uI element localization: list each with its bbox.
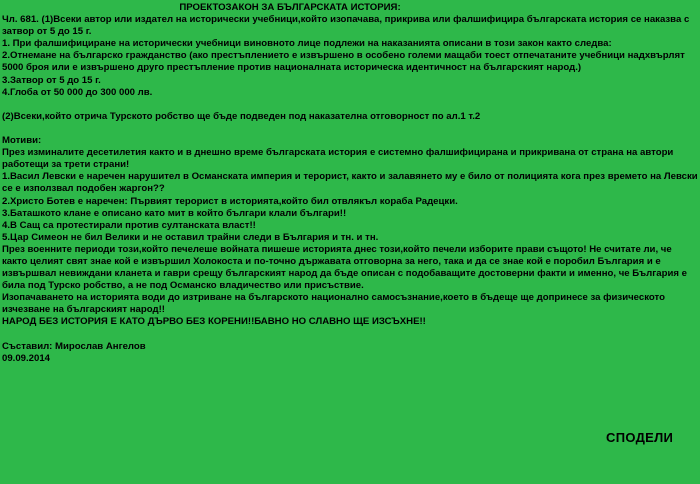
article-text: Чл. 681. (1)Всеки автор или издател на исторически учебници,който изопачава, прикрива или фалшифицира българската история се наказва с затвор от 5 до 15 г. [2, 14, 690, 38]
point-4: 4.Глоба от 50 000 до 300 000 лв. [2, 86, 153, 98]
date: 09.09.2014 [2, 352, 51, 364]
point-3: 3.Затвор от 5 до 15 г. [2, 74, 101, 86]
paragraph-2: (2)Всеки,който отрича Турското робство ще бъде подведен под наказателна отговорност по ал.1 т.2 [2, 110, 481, 122]
motives-body: През военните периоди този,който печелеше войната пишеше историята днес този,който печели изборите прави същото! Не считате ли, че както целият свят знае кой е извършил Холокоста и по-точно държавата отговорна за него, така и да се знае кой е поробил България и е извършвал невиждани кланета и гаври срещу българският народ да бъде описан с подобаващите достоверни факти и именно, че България е била под Турско робство, а не под Османско владичество или присъствие. [2, 243, 687, 292]
spacer [2, 329, 698, 341]
document-title: ПРОЕКТОЗАКОН ЗА БЪЛГАРСКАТА ИСТОРИЯ: [179, 2, 401, 13]
motives-title: Мотиви: [2, 135, 42, 147]
document [2, 2, 698, 365]
motive-4: 4.В Сащ са протестирали против султанската власт!! [2, 219, 256, 231]
motive-5: 5.Цар Симеон не бил Велики и не оставил трайни следи в България и тн. и тн. [2, 231, 379, 243]
spacer [2, 99, 698, 111]
point-2: 2.Отнемане на българско гражданство (ако престъплението е извършено в особено големи мащаби тоест отпечатаните учебници надхвърлят 5000 броя или е извършено друго престъпление против националната историческа идентичност на българският народ.) [2, 50, 685, 74]
slogan: НАРОД БЕЗ ИСТОРИЯ Е КАТО ДЪРВО БЕЗ КОРЕНИ!!БАВНО НО СЛАВНО ЩЕ ИЗСЪХНЕ!! [2, 316, 426, 328]
motives-outro: Изопачаването на историята води до изтриване на българското национално самосъзнание,което в бъдеще ще допринесе за физическото изчезване на българският народ!! [2, 292, 665, 316]
motives-intro: През изминалите десетилетия както и в днешно време българската история е системно фалшифицирана и прикривана от страна на автори работещи за трети страни! [2, 147, 674, 171]
motive-2: 2.Христо Ботев е наречен: Първият терорист в историята,който бил отвлякъл кораба Радецки. [2, 195, 458, 207]
point-1: 1. При фалшифициране на исторически учебници виновното лице подлежи на наказанията описани в този закон както следва: [2, 38, 612, 50]
motive-3: 3.Баташкото клане е описано като мит в който българи клали българи!! [2, 207, 347, 219]
spacer [2, 123, 698, 135]
motive-1: 1.Васил Левски е наречен нарушител в Османската империя и терорист, както и залавянето му е било от полицията кога през времето на Левски се е използвал подобен жаргон?? [2, 171, 698, 195]
author: Съставил: Мирослав Ангелов [2, 340, 146, 352]
share-button[interactable]: СПОДЕЛИ [606, 430, 674, 445]
